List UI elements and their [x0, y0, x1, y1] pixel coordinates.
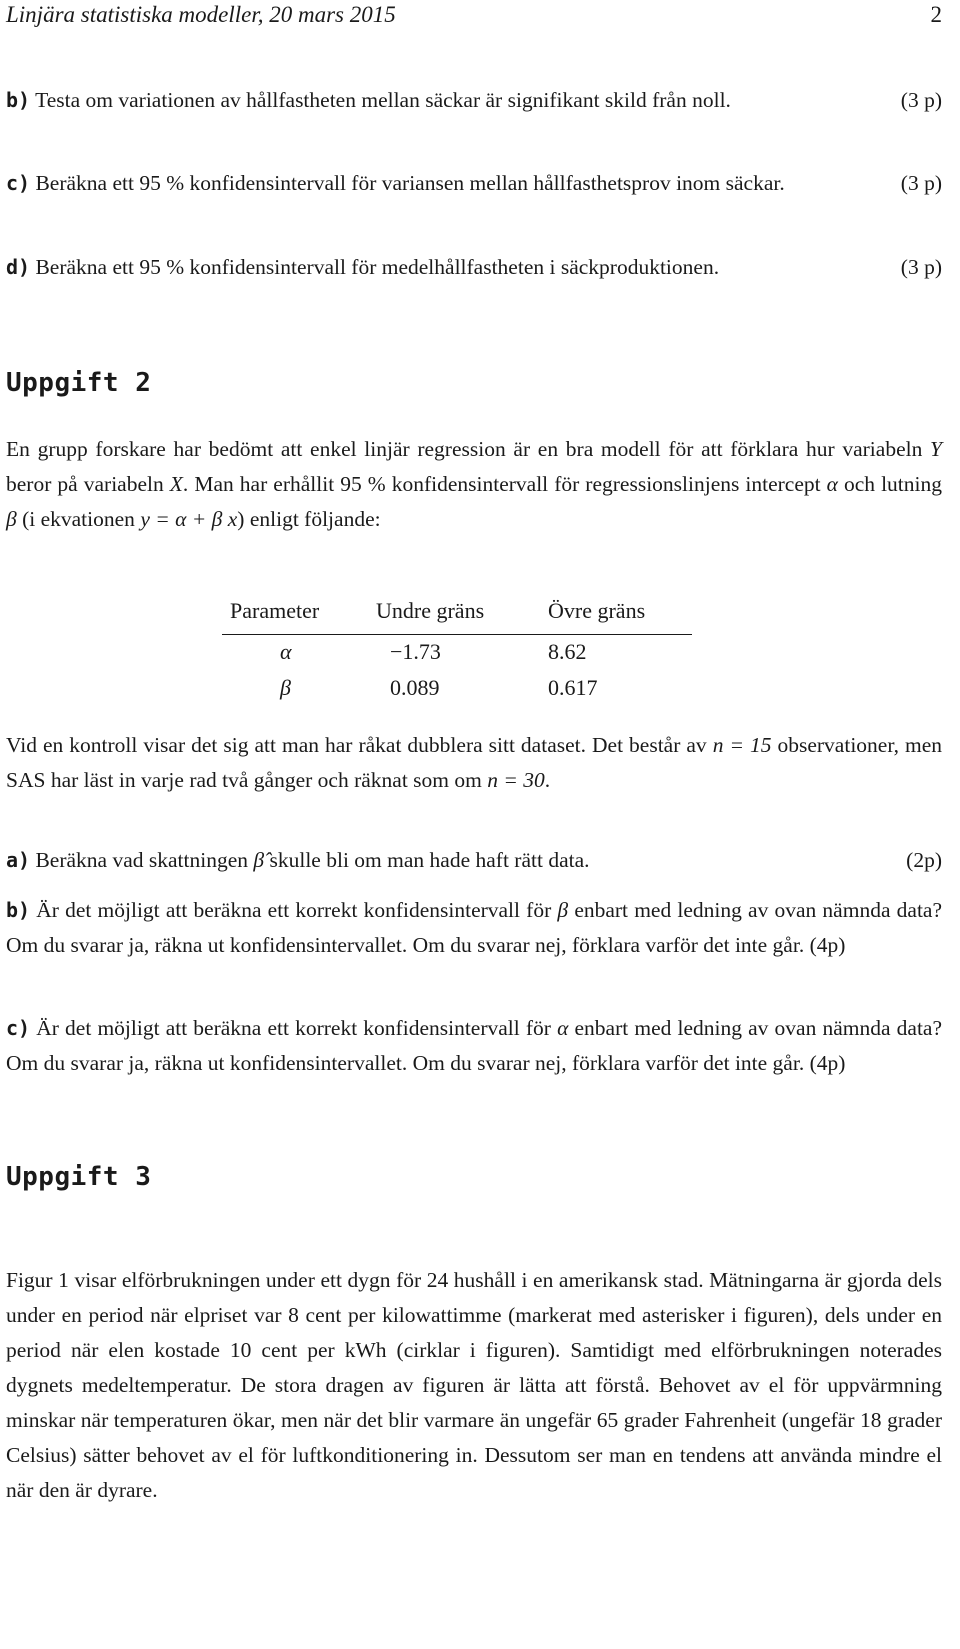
text: och lutning: [844, 472, 943, 496]
text: .: [544, 768, 551, 792]
math-n30: n = 30: [487, 768, 545, 792]
part-text: Testa om variationen av hållfastheten mellan säckar är signifikant skild från noll.: [35, 88, 731, 112]
math-alpha: α: [557, 1016, 569, 1040]
math-n15: n = 15: [712, 733, 772, 757]
task3-paragraph: Figur 1 visar elförbrukningen under ett dygn för 24 hushåll i en amerikansk stad. Mätningarna är gjorda dels under en period när elpriset var 8 cent per kilowattimme (markerat med asterisker i figuren), dels under en period när elen kostade 10 cent per kWh (cirklar i figuren). Samtidigt med elförbrukningen noterades dygnets medeltemperatur. De stora dragen av figuren är lätta att förstå. Behovet av el för uppvärmning minskar när temperaturen ökar, men när det blir varmare än ungefär 65 grader Fahrenheit (ungefär 18 grader Celsius) sätter behovet av el för luftkonditionering in. Dessutom ser man en tendens att använda mindre el när den är dyrare.: [6, 1268, 942, 1502]
task1-part-b: [6, 83, 942, 118]
part-label: a): [6, 848, 31, 872]
math-Y: Y: [930, 437, 943, 461]
col-header-upper: Övre gräns: [548, 598, 646, 623]
table-row: [222, 639, 692, 675]
lower-cell: −1.73: [390, 639, 441, 664]
text: skulle bli om man hade haft rätt data.: [269, 848, 590, 872]
text: ) enligt följande:: [237, 507, 381, 531]
text: Är det möjligt att beräkna ett korrekt konfidensintervall för: [36, 1016, 551, 1040]
points: (2p): [906, 848, 942, 872]
points: (3 p): [900, 255, 942, 279]
task2-paragraph: [6, 728, 942, 798]
page-number: 2: [930, 2, 942, 27]
text: beror på variabeln: [6, 472, 164, 496]
upper-cell: 0.617: [548, 675, 598, 700]
points: (3 p): [900, 88, 942, 112]
text: Är det möjligt att beräkna ett korrekt konfidensintervall för: [36, 898, 552, 922]
table-row: [222, 675, 692, 711]
part-label: b): [6, 898, 31, 922]
task2-part-a: [6, 843, 942, 878]
points: (3 p): [900, 171, 942, 195]
task2-part-b: [6, 893, 942, 963]
confidence-table: [222, 598, 692, 711]
part-text: Beräkna ett 95 % konfidensintervall för medelhållfastheten i säckproduktionen.: [35, 255, 720, 279]
part-label: b): [6, 88, 31, 112]
lower-cell: 0.089: [390, 675, 440, 700]
col-header-parameter: Parameter: [230, 598, 320, 623]
task3-heading: Uppgift 3: [6, 1162, 152, 1192]
header-title: Linjära statistiska modeller, 20 mars 2015: [6, 2, 396, 27]
text: (i ekvationen: [22, 507, 135, 531]
text: . Man har erhållit 95 % konfidensintervall för regressionslinjens intercept: [182, 472, 821, 496]
points: (4p): [809, 933, 846, 957]
text: Beräkna vad skattningen: [35, 848, 249, 872]
table-header-row: [222, 598, 692, 634]
text: En grupp forskare har bedömt att enkel linjär regression är en bra modell för att förklara hur variabeln: [6, 437, 923, 461]
math-beta: β: [557, 898, 569, 922]
task2-heading: Uppgift 2: [6, 368, 152, 398]
table-rule: [222, 634, 692, 635]
math-X: X: [169, 472, 183, 496]
param-cell: α: [280, 639, 292, 664]
task2-intro: [6, 432, 942, 537]
text: observationer, men SAS har läst in varje rad två gånger och räknat som om: [6, 733, 943, 792]
points: (4p): [809, 1051, 846, 1075]
page-header: [6, 2, 942, 32]
task1-part-d: [6, 250, 942, 285]
upper-cell: 8.62: [548, 639, 587, 664]
task1-part-c: [6, 166, 942, 201]
part-text: Beräkna ett 95 % konfidensintervall för variansen mellan hållfasthetsprov inom säckar.: [35, 171, 785, 195]
regression-equation: y = α + β x: [140, 507, 238, 531]
text: enbart med ledning av ovan nämnda data? Om du svarar ja, räkna ut konfidensintervallet. Om du svarar nej, förklara varför det inte går.: [6, 898, 943, 957]
text: enbart med ledning av ovan nämnda data? Om du svarar ja, räkna ut konfidensintervallet. Om du svarar nej, förklara varför det inte går.: [6, 1016, 943, 1075]
math-beta-hat: β̂: [253, 848, 265, 872]
param-cell: β: [280, 675, 291, 700]
math-alpha: α: [826, 472, 838, 496]
text: Vid en kontroll visar det sig att man har råkat dubblera sitt dataset. Det består av: [6, 733, 707, 757]
task2-part-c: [6, 1011, 942, 1081]
math-beta: β: [6, 507, 17, 531]
part-label: c): [6, 1016, 31, 1040]
col-header-lower: Undre gräns: [376, 598, 485, 623]
part-label: c): [6, 171, 31, 195]
part-label: d): [6, 255, 31, 279]
